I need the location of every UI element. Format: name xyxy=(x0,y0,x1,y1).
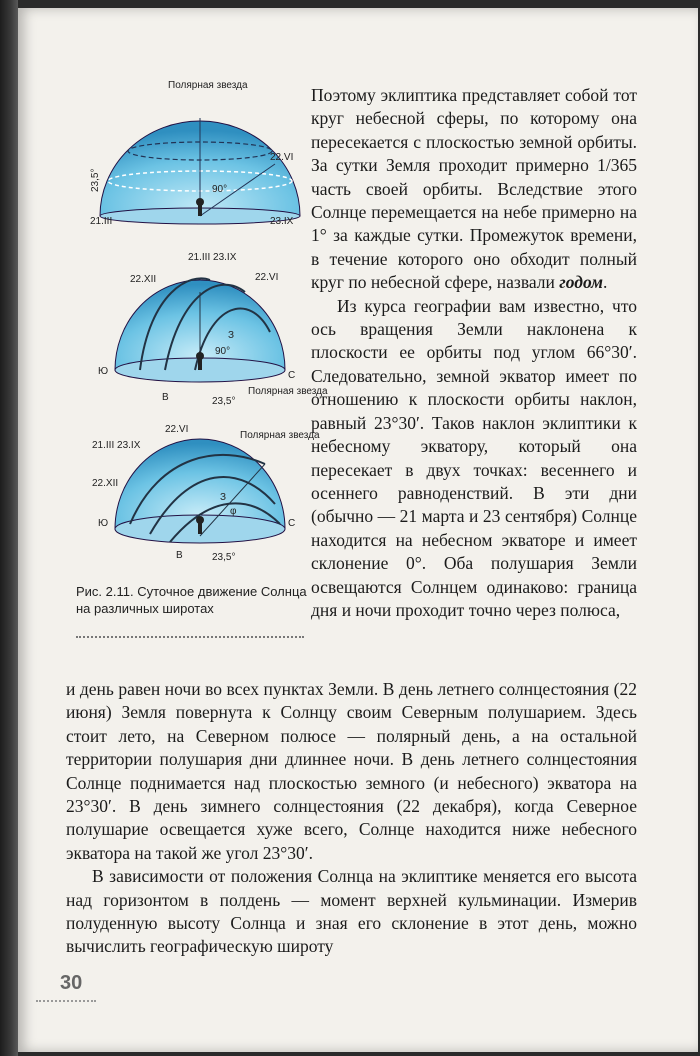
label-north: С xyxy=(288,518,296,529)
paragraph-3: В зависимости от положения Солнца на эклиптике меняется его высота над горизонтом в полдень — момент верхней кульминации. Измерив полуденную высоту Солнца и зная его склонение в этот день, можно вычислить географическую широту xyxy=(66,866,637,957)
paragraph-2: Из курса географии вам известно, что ось вращения Земли наклонена к плоскости ее орбиты под углом 66°30′. Следовательно, земной экватор имеет по отношению к плоскости орбиты наклон, равный 23°30′. Таков наклон эклиптики к небесному экватору, который она пересекает в двух точках: весеннего и осеннего равноденствий. В эти дни (обычно — 21 марта и 23 сентября) Солнце находится на небесном экваторе и имеет склонение 0°. Оба полушария Земли освещаются Солнцем одинаково: граница дня и ночи проходит точно через полюса, xyxy=(311,295,637,620)
label-angle: 23,5° xyxy=(212,396,236,407)
label-sept: 23.IX xyxy=(270,216,294,227)
label-pole-star: Полярная звезда xyxy=(240,430,320,441)
dome-diagram-pole xyxy=(70,76,310,236)
label-june: 22.VI xyxy=(270,152,294,163)
label-zenith: З xyxy=(228,330,235,341)
label-angle: 23,5° xyxy=(90,168,101,192)
label-south: Ю xyxy=(98,366,109,377)
label-dec: 22.XII xyxy=(130,274,157,285)
figure-caption: Рис. 2.11. Суточное движение Солнца на различных широтах xyxy=(76,584,307,616)
book-spine xyxy=(0,0,18,1056)
label-pole-star: Полярная звезда xyxy=(168,80,248,91)
label-right-angle: 90° xyxy=(212,184,228,195)
label-west: В xyxy=(176,550,183,561)
text-full-width xyxy=(66,678,637,959)
label-march: 21.III 23.IX xyxy=(188,252,237,263)
label-march: 21.III xyxy=(90,216,113,227)
page-number-dots xyxy=(36,1000,96,1002)
label-phi: φ xyxy=(230,506,237,517)
label-june: 22.VI xyxy=(255,272,279,283)
paragraph-1: Поэтому эклиптика представляет собой тот круг небесной сферы, по которому она пересекается с плоскостью земной орбиты. За сутки Земля проходит примерно 1/365 часть своей орбиты. Вследствие этого Солнце перемещается на небе примерно на 1° за каждые сутки. Промежуток времени, в течение которого оно обходит полный круг по небесной сфере, назвали годом. xyxy=(311,85,637,293)
term-year: годом xyxy=(559,272,604,293)
label-angle: 23,5° xyxy=(212,552,236,563)
divider-dots xyxy=(76,636,304,638)
paragraph-2-continued: и день равен ночи во всех пунктах Земли. В день летнего солнцестояния (22 июня) Земля повернута к Солнцу своим Северным полушарием. Здесь стоит лето, на Северном полюсе — полярный день, а на остальной территории полушария дни длиннее ночи. В день летнего солнцестояния Солнце поднимается над плоскостью земного (и небесного) экватора на 23°30′. В день зимнего солнцестояния (22 декабря), когда Северное полушарие освещается хуже всего, Солнце находится ниже небесного экватора на такой же угол 23°30′. xyxy=(66,679,637,863)
dome-diagram-midlat xyxy=(70,252,328,422)
dome-diagram-equator xyxy=(70,424,320,574)
label-dec: 22.XII xyxy=(92,478,119,489)
label-zenith: З xyxy=(220,492,227,503)
label-north: С xyxy=(288,370,296,381)
text-column xyxy=(311,84,637,622)
label-pole-star: Полярная звезда xyxy=(248,386,328,397)
label-march: 21.III 23.IX xyxy=(92,440,141,451)
label-west: В xyxy=(162,392,169,403)
label-south: Ю xyxy=(98,518,109,529)
label-right-angle: 90° xyxy=(215,346,231,357)
page-number: 30 xyxy=(60,972,83,994)
label-june: 22.VI xyxy=(165,424,189,435)
